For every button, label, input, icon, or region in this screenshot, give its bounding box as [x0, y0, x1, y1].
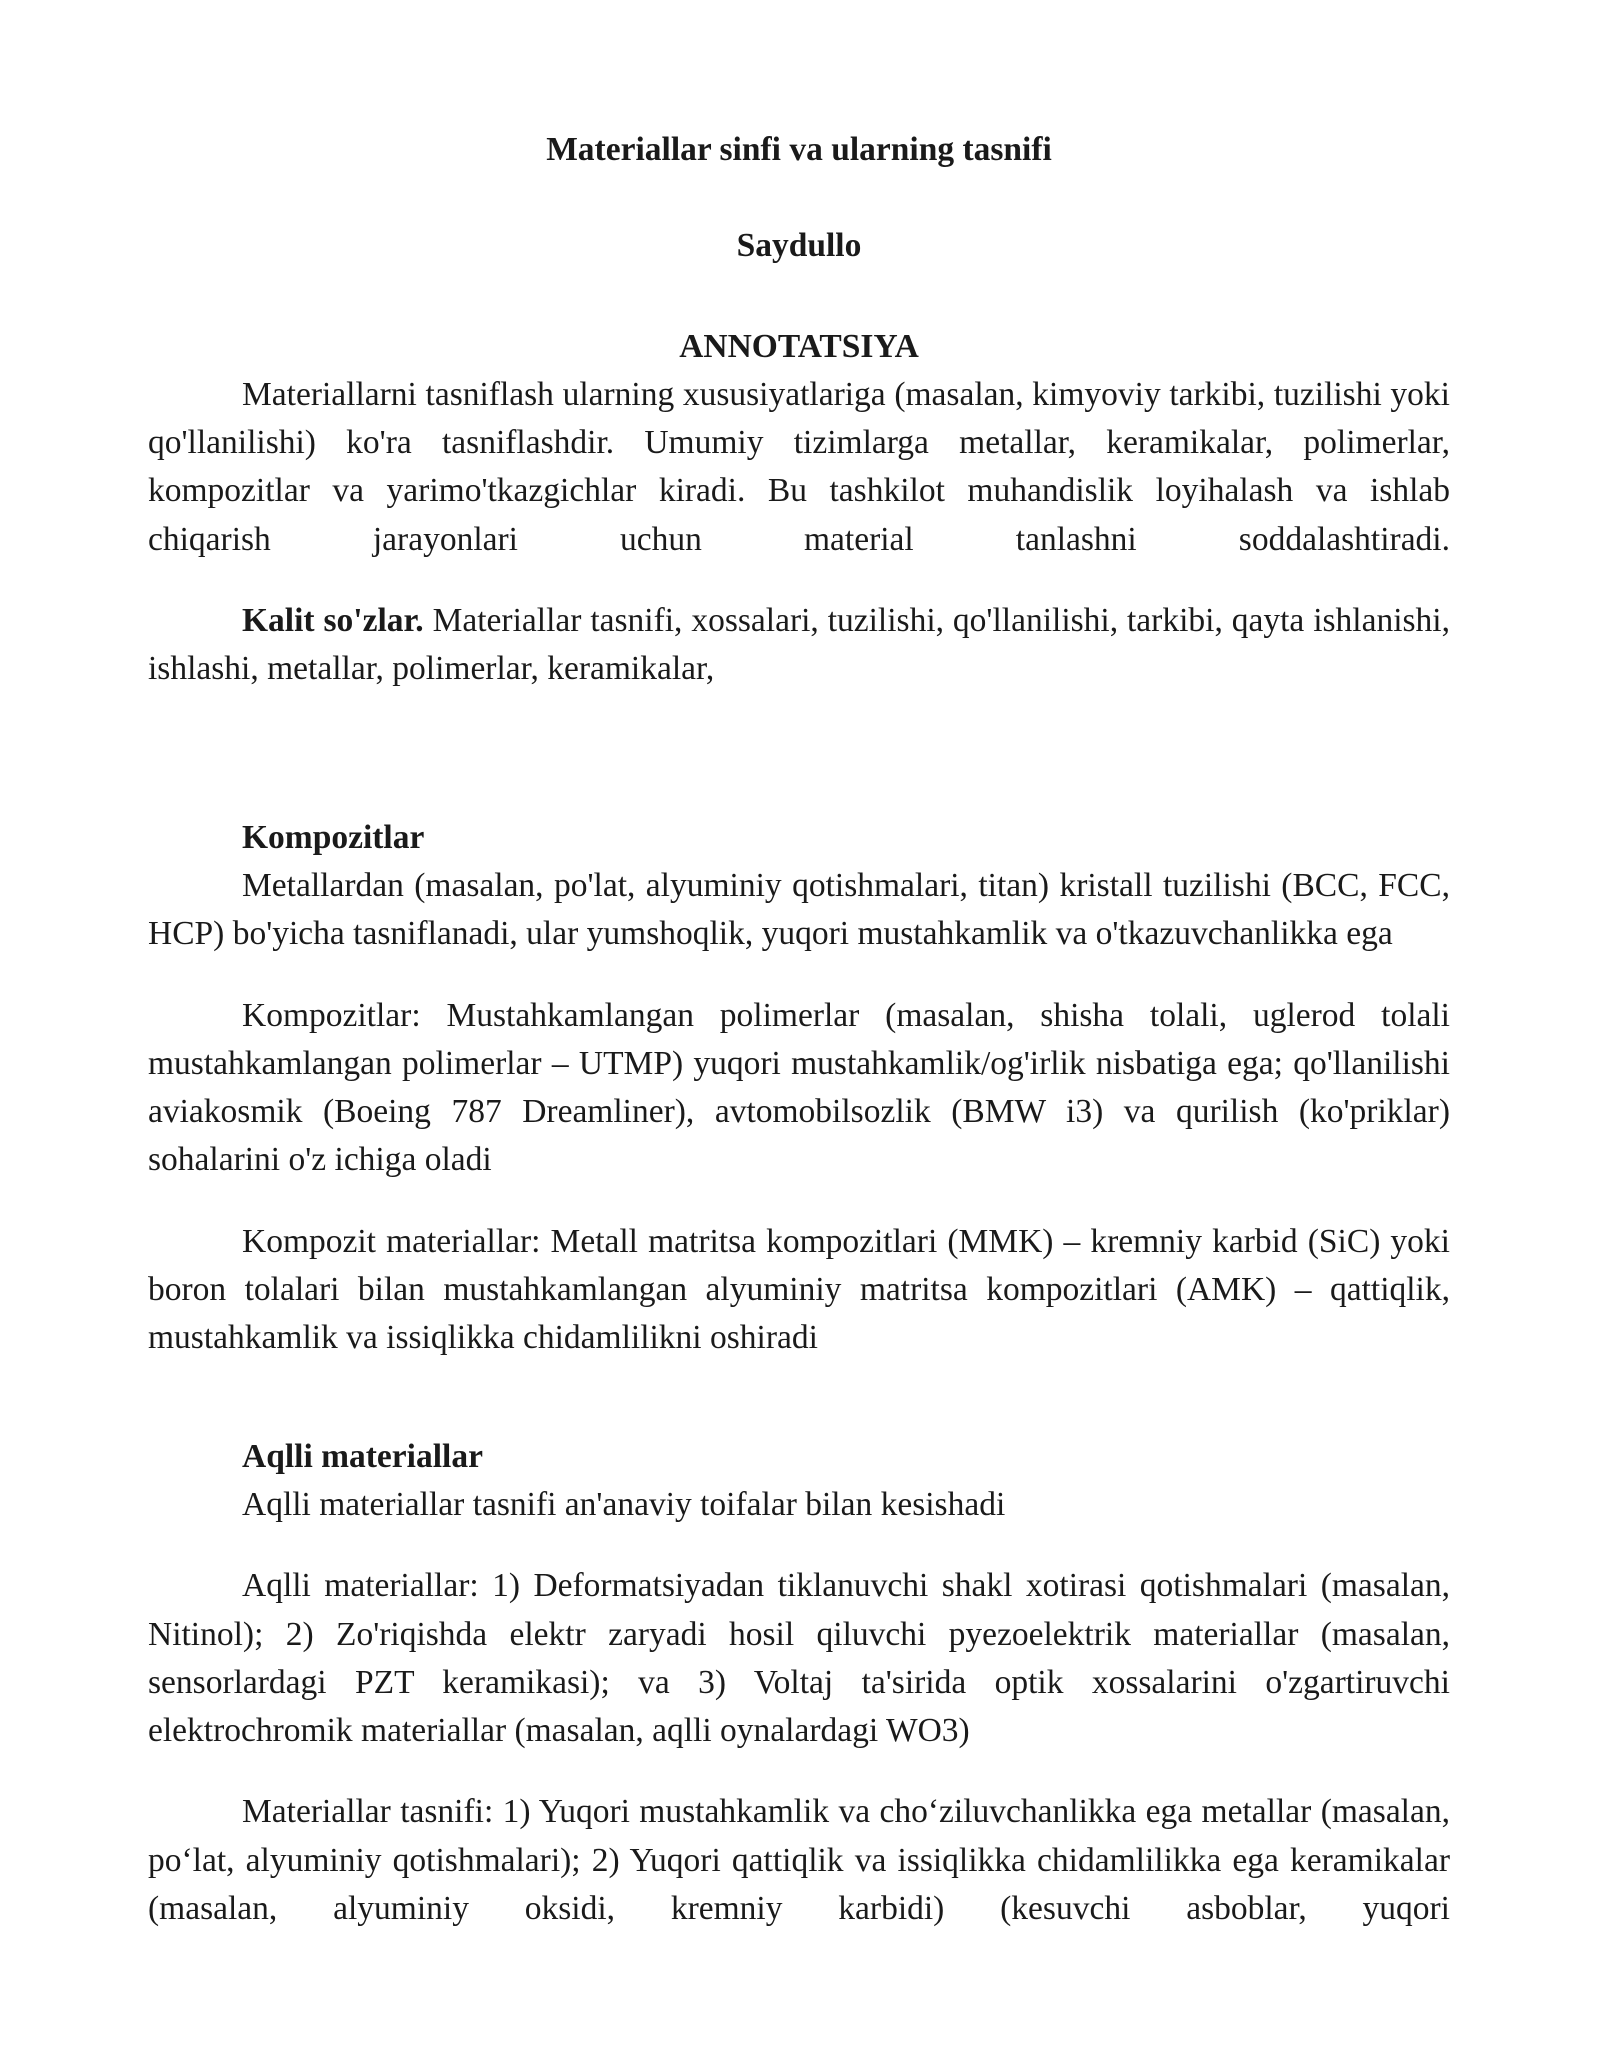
section2-intro: Aqlli materiallar tasnifi an'anaviy toifalar bilan kesishadi — [242, 1485, 1006, 1523]
document-title: Materiallar sinfi va ularning tasnifi — [546, 131, 1052, 168]
section1-paragraph-3: Kompozit materiallar: Metall matritsa kompozitlari (MMK) – kremniy karbid (SiC) yoki boron tolalari bilan mustahkamlangan alyuminiy matritsa kompozitlari (AMK) – qattiqlik, mustahkamlik va issiqlikka chidamlilikni oshiradi — [148, 1222, 1450, 1357]
section1-paragraph-1: Metallardan (masalan, po'lat, alyuminiy qotishmalari, titan) kristall tuzilishi (BCC, FCC, HCP) bo'yicha tasniflanadi, ular yumshoqlik, yuqori mustahkamlik va o'tkazuvchanlikka ega — [148, 866, 1450, 953]
section-heading-aqlli-materiallar: Aqlli materiallar — [242, 1437, 483, 1475]
annotation-heading: ANNOTATSIYA — [679, 327, 919, 365]
keywords-label: Kalit so'zlar. — [242, 602, 424, 640]
annotation-paragraph: Materiallarni tasniflash ularning xususiyatlariga (masalan, kimyoviy tarkibi, tuzilishi yoki qo'llanilishi) ko'ra tasniflashdir. Umumiy tizimlarga metallar, keramikalar, polimerlar, kompozitlar va yarimo'tkazgichlar kiradi. Bu tashkilot muhandislik loyihalash va ishlab chiqarish jarayonlari uchun material tanlashni soddalashtiradi. — [148, 375, 1450, 558]
section-heading-kompozitlar: Kompozitlar — [242, 818, 425, 856]
document-body — [148, 126, 1450, 1933]
section1-paragraph-2: Kompozitlar: Mustahkamlangan polimerlar (masalan, shisha tolali, uglerod tolali mustahkamlangan polimerlar – UTMP) yuqori mustahkamlik/og'irlik nisbatiga ega; qo'llanilishi aviakosmik (Boeing 787 Dreamliner), avtomobilsozlik (BMW i3) va qurilish (ko'priklar) sohalarini o'z ichiga oladi — [148, 996, 1450, 1179]
keywords-paragraph — [148, 597, 1450, 694]
keywords-text: Materiallar tasnifi, xossalari, tuzilishi, qo'llanilishi, tarkibi, qayta ishlanishi, ishlashi, metallar, polimerlar, keramikalar, — [148, 602, 1450, 688]
author-name: Saydullo — [736, 227, 862, 265]
section2-paragraph-1: Aqlli materiallar: 1) Deformatsiyadan tiklanuvchi shakl xotirasi qotishmalari (masalan, Nitinol); 2) Zo'riqishda elektr zaryadi hosil qiluvchi pyezoelektrik materiallar (masalan, sensorlardagi PZT keramikasi); va 3) Voltaj ta'sirida optik xossalarini o'zgartiruvchi elektrochromik materiallar (masalan, aqlli oynalardagi WO3) — [148, 1567, 1450, 1750]
section2-paragraph-2: Materiallar tasnifi: 1) Yuqori mustahkamlik va cho‘ziluvchanlikka ega metallar (masalan, po‘lat, alyuminiy qotishmalari); 2) Yuqori qattiqlik va issiqlikka chidamlilikka ega keramikalar (masalan, alyuminiy oksidi, kremniy karbidi) (kesuvchi asboblar, yuqori — [148, 1793, 1450, 1928]
